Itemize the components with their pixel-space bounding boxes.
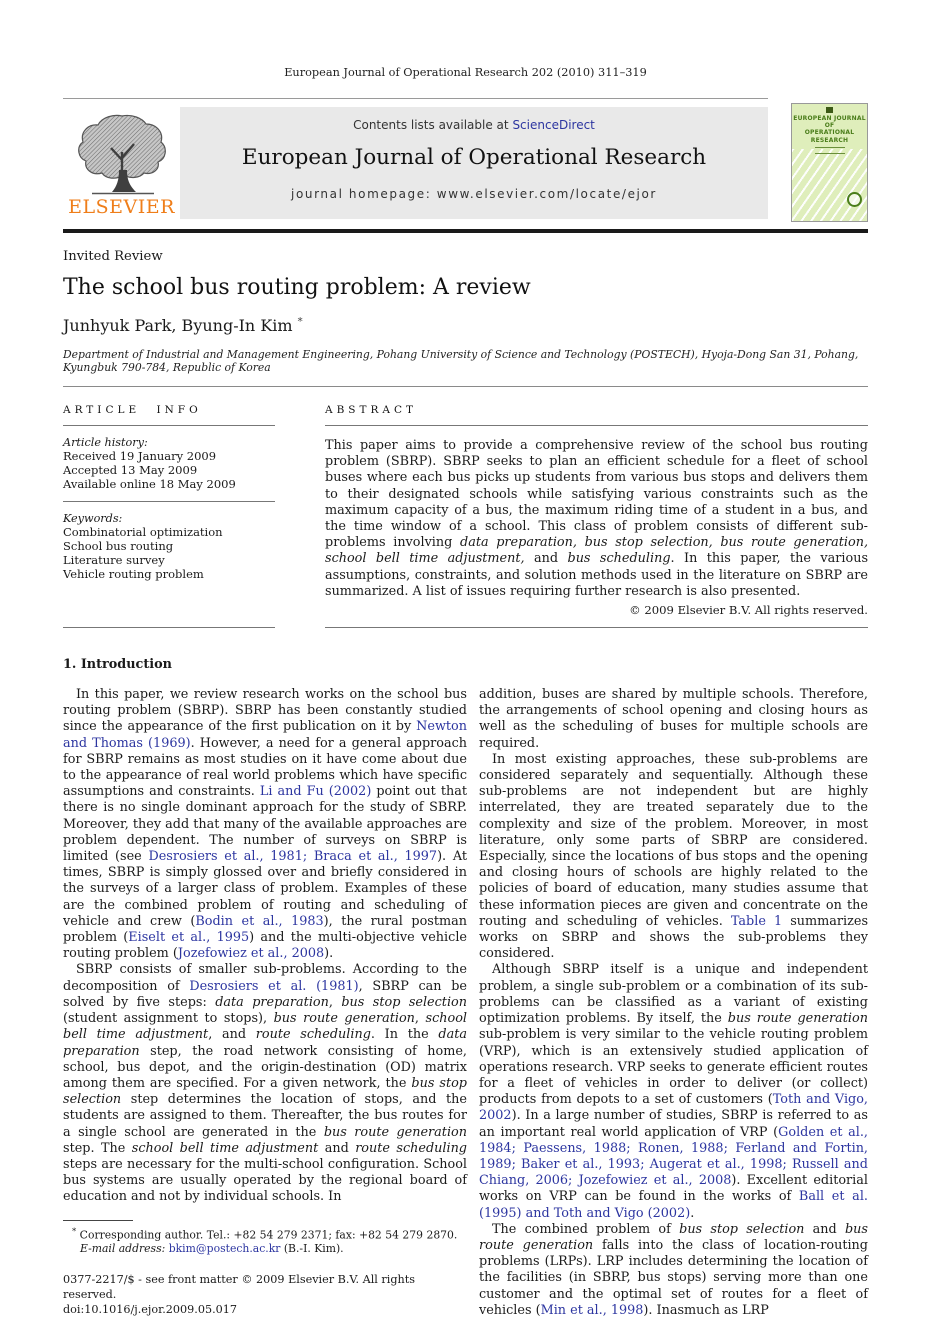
sciencedirect-link[interactable]: ScienceDirect <box>512 118 595 132</box>
paragraph <box>63 962 467 1205</box>
banner-gray-panel <box>180 107 768 219</box>
abstract-box <box>325 404 868 628</box>
paragraph <box>479 1222 868 1319</box>
footnote-rule <box>63 1220 133 1221</box>
doi-line: doi:10.1016/j.ejor.2009.05.017 <box>63 1303 237 1317</box>
emphasized-term: data preparation <box>215 994 329 1010</box>
text-run: step determines the location of stops, and the students are assigned to them. Thereafter, the bus routes for a single school are generated in the <box>63 1092 467 1140</box>
text-run: , <box>414 1011 426 1027</box>
journal-homepage-link[interactable]: journal homepage: www.elsevier.com/locate/ejor <box>291 187 657 201</box>
footnote-marker: * <box>72 1226 77 1237</box>
abstract-heading-rule <box>325 425 868 426</box>
right-column-text <box>479 687 868 1319</box>
text-run: and <box>524 551 568 567</box>
citation-link[interactable]: Bodin et al., 1983 <box>195 913 324 929</box>
text-run: . However, a need for a general approach for SBRP remains as most studies on it have come about due to the appearance of real world problems which have specific assumptions and constraints. <box>63 735 467 800</box>
text-run: , and <box>208 1027 256 1043</box>
text-run: ) and the multi-objective vehicle routing problem ( <box>63 930 467 962</box>
abstract-copyright: © 2009 Elsevier B.V. All rights reserved. <box>629 603 868 618</box>
author-line <box>63 316 868 335</box>
emphasized-term: school bell time adjustment <box>131 1140 319 1156</box>
text-run: addition, buses are shared by multiple schools. Therefore, the arrangements of school opening and closing hours as well as the scheduling of buses for multiple schools are required. <box>479 687 868 751</box>
email-note <box>63 1242 467 1256</box>
text-run: (student assignment to stops), <box>63 1011 274 1027</box>
journal-headmast <box>63 98 868 222</box>
emphasized-term: route scheduling <box>355 1140 467 1156</box>
citation-link[interactable]: Desrosiers et al., 1981; Braca et al., 1997 <box>148 849 438 865</box>
elsevier-tree-logo-icon <box>76 112 168 196</box>
emphasized-term: bus stop selection <box>63 1075 467 1108</box>
contents-prefix: Contents lists available at <box>353 118 513 132</box>
abstract-text <box>325 438 868 600</box>
paragraph <box>63 687 467 962</box>
section-heading-introduction: 1. Introduction <box>63 657 172 673</box>
paragraph <box>479 687 868 752</box>
citation-link[interactable]: Eiselt et al., 1995 <box>128 930 250 946</box>
article-info-mid-rule <box>63 501 275 502</box>
citation-link[interactable]: Min et al., 1998 <box>540 1302 644 1318</box>
publisher-info-block <box>63 1272 467 1317</box>
issn-line: 0377-2217/$ - see front matter © 2009 Elsevier B.V. All rights reserved. <box>63 1273 415 1302</box>
text-run: In most existing approaches, these sub-problems are considered separately and sequentially. Although these sub-problems are not independent but are highly interrelated, they are treated separately due to the complexity and size of the problem. Moreover, in most literature, only some parts of SBRP are considered. Especially, since the locations of bus stops and the opening and closing hours of schools are highly related to the policies of board of education, many studies assume that these information pieces are given and concentrate on the routing and scheduling of vehicles. <box>479 751 868 929</box>
citation-link[interactable]: Newton and Thomas (1969) <box>63 719 467 751</box>
paragraph <box>479 752 868 963</box>
journal-cover-thumbnail[interactable] <box>791 103 868 222</box>
cover-crest-icon <box>826 107 833 113</box>
emphasized-term: data preparation <box>63 1027 467 1059</box>
emphasized-term: bus route generation <box>323 1124 467 1140</box>
corresponding-author-marker[interactable]: * <box>297 316 303 328</box>
text-run: step, the road network consisting of home, school, bus depot, and the origin-destination (OD) matrix among them are specified. For a given network, the <box>63 1043 467 1091</box>
email-suffix: (B.-I. Kim). <box>280 1241 344 1255</box>
body-column-left <box>63 687 467 1319</box>
text-run: . <box>690 1205 695 1221</box>
text-run: The combined problem of <box>492 1221 680 1237</box>
body-columns <box>63 687 868 1319</box>
elsevier-logo-block <box>63 107 180 219</box>
text-run: and <box>804 1221 845 1237</box>
banner-main <box>63 98 768 222</box>
header-divider <box>63 386 868 387</box>
text-run: , SBRP can be solved by five steps: <box>63 978 467 1010</box>
journal-title: European Journal of Operational Research <box>241 145 707 170</box>
text-run: ). Excellent editorial works on VRP can be found in the works of <box>479 1173 868 1205</box>
cover-title-line1: EUROPEAN JOURNAL OF <box>793 115 866 130</box>
citation-link[interactable]: Table 1 <box>730 913 783 929</box>
email-link[interactable]: bkim@postech.ac.kr <box>168 1241 281 1255</box>
text-run: ). At times, SBRP is simply glossed over and briefly considered in the surveys of a larger class of problem. Examples of these are the combined problem of routing and scheduling of vehicle and crew ( <box>63 849 467 929</box>
text-run: Although SBRP itself is a unique and independent problem, a single sub-problem or a combination of its sub-problems can be classified as a variant of existing optimization problems. By itself, the <box>479 962 868 1027</box>
article-history-item: Accepted 13 May 2009 <box>63 462 198 477</box>
emphasized-term: bus route generation <box>727 1011 868 1027</box>
citation-link[interactable]: Toth and Vigo, 2002 <box>479 1092 869 1124</box>
citation-link[interactable]: Golden et al., 1984; Paessens, 1988; Ronen, 1988; Ferland and Fortin, 1989; Baker et al., 1993; Augerat et al., 1998; Russell and Chiang, 2006; Jozefowiez et al., 2008 <box>479 1124 868 1189</box>
text-run: ). In a large number of studies, SBRP is referred to as an important real world application of VRP ( <box>479 1108 868 1140</box>
keywords-list <box>63 526 275 581</box>
contents-list-line <box>180 118 768 132</box>
emphasized-term: bus stop selection <box>679 1221 805 1237</box>
keyword-item: Vehicle routing problem <box>63 566 204 581</box>
text-run: point out that there is no single dominant approach for the study of SBRP. Moreover, they add that many of the available approaches are problem dependent. The number of surveys on SBRP is limited (see <box>63 784 468 865</box>
text-run: . In the <box>370 1027 439 1043</box>
article-title: The school bus routing problem: A review <box>63 275 531 300</box>
citation-link[interactable]: Desrosiers et al. (1981) <box>189 978 359 994</box>
text-run: ), the rural postman problem ( <box>63 913 467 946</box>
article-info-heading: ARTICLE INFO <box>63 404 202 416</box>
affiliation-line: Department of Industrial and Management Engineering, Pohang University of Science and Technology (POSTECH), Hyoja-Dong San 31, Pohang, Kyungbuk 790-784, Republic of Korea <box>63 348 859 374</box>
emphasized-term: bus route generation <box>479 1221 868 1253</box>
keyword-item: Combinatorial optimization <box>63 525 223 540</box>
footnote-block <box>63 1220 467 1256</box>
text-run: , <box>328 994 342 1010</box>
article-history-item: Available online 18 May 2009 <box>63 476 236 491</box>
text-run: ). Inasmuch as LRP <box>643 1302 769 1318</box>
headmast-bottom-bar <box>63 229 868 233</box>
citation-link[interactable]: Ball et al. (1995) and Toth and Vigo (2002) <box>479 1189 868 1221</box>
cover-stripes-decoration <box>792 149 867 221</box>
text-run: In this paper, we review research works on the school bus routing problem (SBRP). SBRP has been constantly studied since the appearance of the first publication on it by <box>63 687 467 735</box>
article-info-box <box>63 404 275 628</box>
info-abstract-section <box>63 404 868 628</box>
article-history-item: Received 19 January 2009 <box>63 449 217 463</box>
left-column-text <box>63 687 467 1206</box>
article-history-label: Article history: <box>63 436 148 449</box>
paragraph <box>325 438 868 600</box>
text-run: SBRP consists of smaller sub-problems. According to the decomposition of <box>63 962 467 994</box>
text-run: summarizes works on SBRP and shows the sub-problems they considered. <box>479 913 869 962</box>
keywords-label: Keywords: <box>63 512 123 526</box>
citation-link[interactable]: Li and Fu (2002) <box>259 784 372 800</box>
text-run: . In this paper, the various assumptions, constraints, and solution methods used in the literature on SBRP are summarized. A list of issues requiring further research is also presented. <box>325 551 869 599</box>
author-names: Junhyuk Park, Byung-In Kim <box>63 316 293 335</box>
emphasized-term: data preparation, bus stop selection, bus route generation, school bell time adjustment, <box>325 535 869 567</box>
running-head-citation: European Journal of Operational Research 202 (2010) 311–319 <box>284 66 647 79</box>
article-info-heading-rule <box>63 425 275 426</box>
text-run: This paper aims to provide a comprehensive review of the school bus routing problem (SBRP). SBRP seeks to plan an efficient schedule for a fleet of school buses where each bus picks up students from various bus stops and delivers them to their designated schools while satisfying various constraints such as the maximum capacity of a bus, the maximum riding time of a student in a bus, and the time window of a school. This class of problem consists of different sub-problems involving <box>325 438 868 551</box>
text-run: ). <box>324 946 334 962</box>
top-divider <box>63 98 768 99</box>
emphasized-term: route scheduling <box>255 1027 371 1043</box>
citation-link[interactable]: Jozefowiez et al., 2008 <box>177 946 325 962</box>
emphasized-term: bus scheduling <box>567 551 671 567</box>
text-run: falls into the class of location-routing problems (LRPs). LRP includes determining the location of the facilities (in SBRP, bus stops) serving more than one customer and the optimal set of routes for a fleet of vehicles ( <box>479 1237 868 1318</box>
text-run: steps are necessary for the multi-school configuration. School bus systems are usually operated by the regional board of education and not by individual schools. In <box>63 1156 467 1205</box>
elsevier-wordmark: ELSEVIER <box>68 196 175 218</box>
email-label: E-mail address: <box>80 1241 166 1255</box>
paragraph <box>479 962 868 1221</box>
emphasized-term: bus stop selection <box>341 994 467 1010</box>
article-type-label: Invited Review <box>63 249 163 264</box>
text-run: sub-problem is very similar to the vehicle routing problem (VRP), which is an extensively studied application of operations research. VRP seeks to generate efficient routes for a fleet of vehicles in order to deliver (or collect) products from depots to a set of customers ( <box>479 1027 868 1108</box>
emphasized-term: bus route generation <box>273 1011 415 1027</box>
banner-row <box>63 107 768 219</box>
text-run: step. The <box>63 1140 132 1156</box>
cover-subtitle-rule <box>815 147 845 154</box>
cover-title-line2: OPERATIONAL RESEARCH <box>804 129 855 144</box>
article-history-list <box>63 450 275 491</box>
body-column-right <box>479 687 868 1319</box>
cover-emblem-circle <box>847 192 862 207</box>
keyword-item: Literature survey <box>63 552 165 567</box>
emphasized-term: school bell time adjustment <box>63 1011 467 1043</box>
abstract-heading: ABSTRACT <box>325 404 418 416</box>
text-run: and <box>318 1140 356 1156</box>
keyword-item: School bus routing <box>63 539 174 554</box>
footnote-text: Corresponding author. Tel.: +82 54 279 2371; fax: +82 54 279 2870. <box>76 1228 458 1242</box>
